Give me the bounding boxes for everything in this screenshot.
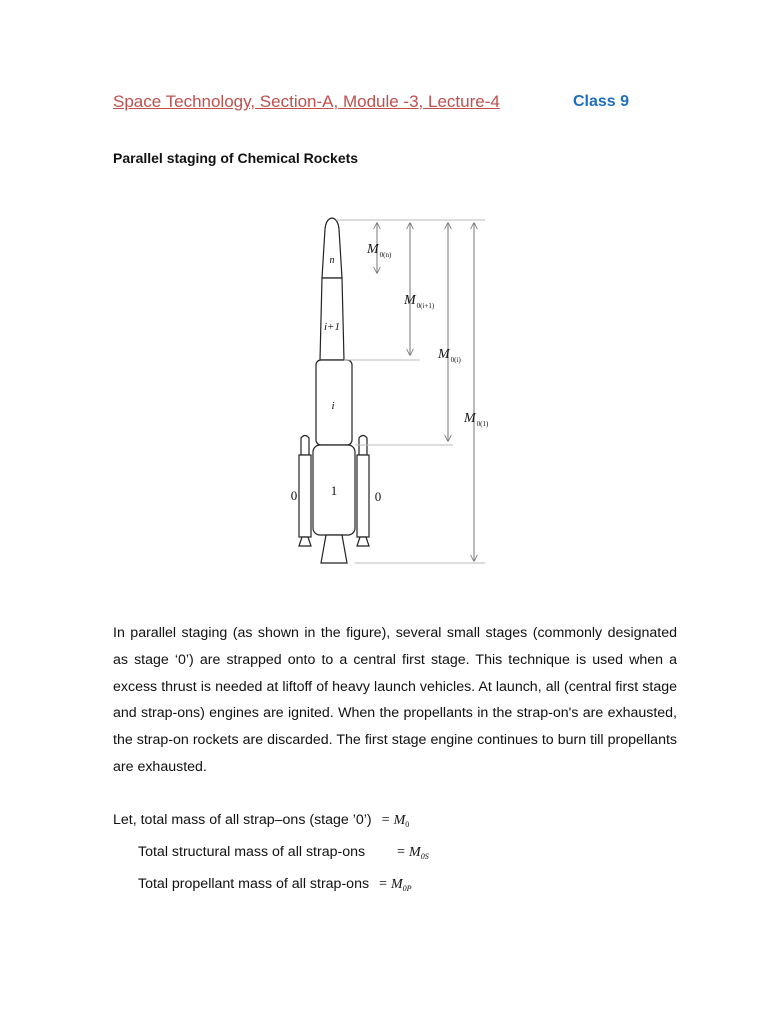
equals-sign: =: [397, 844, 406, 860]
stage-i-plus-1-body: [320, 278, 344, 360]
mass-label-01: $M_{0(1)}$: [464, 411, 489, 428]
class-label: Class 9: [573, 93, 630, 110]
document-header-title: Space Technology, Section-A, Module -3, Lecture-4: [113, 92, 500, 111]
mass-label-0n: $M_{0(n)}$: [367, 242, 392, 259]
mass-subscript: 0: [405, 820, 410, 829]
mass-symbol: M: [409, 845, 421, 860]
mass-definition-label: Let, total mass of all strap–ons (stage ’0’): [113, 812, 372, 828]
mass-symbol: M: [390, 877, 403, 892]
body-paragraph: In parallel staging (as shown in the figure), several small stages (commonly designated as stage ‘0’) are strapped onto to a central first stage. This technique is used when a excess thrust is needed at liftoff of heavy launch vehicles. At launch, all (central first stage and strap-ons) engines are ignited. When the propellants in the strap-on's are exhausted, the strap-on rockets are discarded. The first stage engine continues to burn till propellants are exhausted.: [113, 625, 677, 775]
stage-label-strap-left: 0: [290, 488, 298, 503]
mass-label-0i: $M_{0(i)}$: [438, 347, 461, 364]
stage-1-nozzle: [321, 535, 347, 563]
stage-label-i: i: [331, 400, 335, 412]
mass-subscript: 0S: [420, 852, 429, 861]
equals-sign: =: [381, 812, 390, 828]
section-heading: Parallel staging of Chemical Rockets: [113, 150, 359, 166]
mass-definition-total: [113, 812, 409, 829]
strap-on-left: [301, 436, 309, 456]
mass-definition-label: Total propellant mass of all strap-ons: [138, 876, 370, 892]
mass-definition-propellant: [138, 876, 412, 893]
stage-label-i-plus-1: i+1: [324, 321, 340, 333]
mass-label-0-i-plus-1: $M_{0(i+1)}$: [404, 293, 435, 310]
mass-definition-label: Total structural mass of all strap-ons: [138, 844, 366, 860]
mass-symbol: M: [393, 813, 406, 828]
stage-label-strap-right: 0: [374, 489, 382, 504]
stage-label-n: n: [329, 255, 335, 266]
stage-n-nose: [322, 218, 342, 278]
mass-definition-structural: [138, 844, 429, 861]
mass-subscript: 0P: [402, 884, 412, 893]
stage-label-1: 1: [330, 483, 338, 498]
equals-sign: =: [379, 876, 388, 892]
rocket-staging-figure: [270, 205, 510, 575]
